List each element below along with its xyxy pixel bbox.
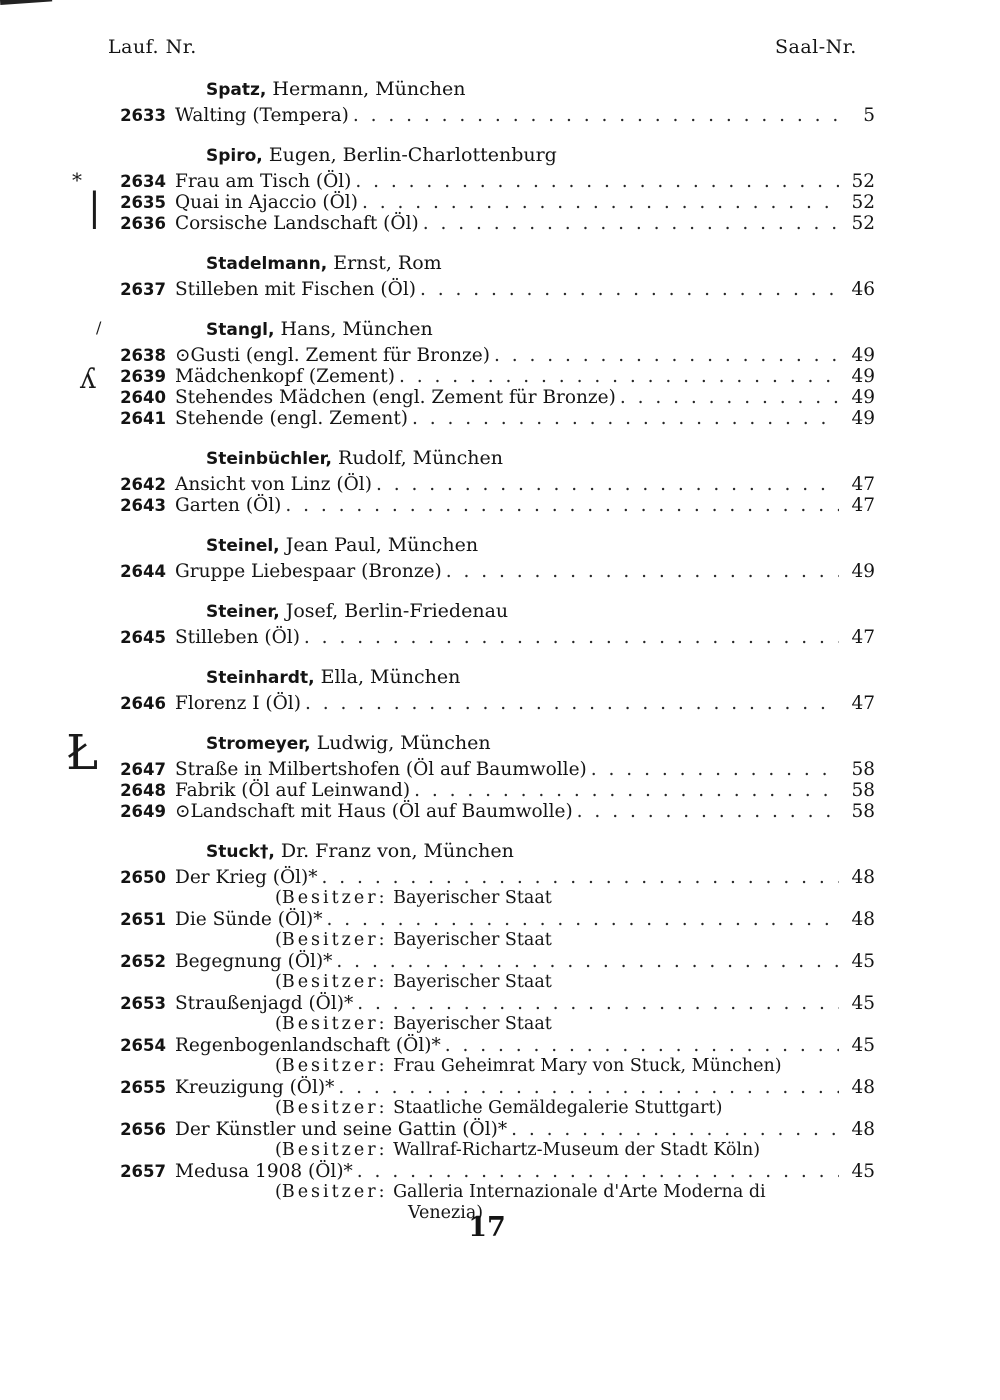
artist-details: Rudolf, München [338,447,503,469]
saal-number: 52 [851,213,875,234]
saal-number: 47 [851,627,875,648]
catalog-entry [100,279,875,300]
entry-number: 2642 [120,475,166,494]
entry-number: 2636 [120,214,166,233]
entry-title: Straße in Milbertshofen (Öl auf Baumwolle) [175,759,587,780]
catalog-entry [100,192,875,213]
entry-title: Frau am Tisch (Öl) [175,171,352,192]
saal-number: 58 [851,759,875,780]
dot-leader [511,1119,839,1140]
artist-heading [206,78,875,101]
owner-line: (Besitzer: Galleria Internazionale d'Arte Moderna di [275,1182,766,1202]
saal-number: 45 [851,1035,875,1056]
entry-number: 2637 [120,280,166,299]
artist-details: Dr. Franz von, München [280,840,514,862]
catalog-entry [100,867,875,888]
dot-leader [423,213,839,234]
header-saal-nr: Saal-Nr. [775,36,857,58]
catalog-entry [100,627,875,648]
catalog-entry [100,993,875,1014]
owner-line: (Besitzer: Frau Geheimrat Mary von Stuck, München) [275,1056,782,1076]
entry-title: Stehende (engl. Zement) [175,408,408,429]
owner-line: (Besitzer: Bayerischer Staat [275,888,552,908]
saal-number: 48 [851,1119,875,1140]
catalog-entry [100,561,875,582]
entry-number: 2655 [120,1078,166,1097]
artist-name: Steinbüchler, [206,449,332,469]
saal-number: 49 [851,408,875,429]
catalog-entry [100,759,875,780]
artist-name: Stadelmann, [206,254,328,274]
owner-line: (Besitzer: Wallraf-Richartz-Museum der Stadt Köln) [275,1140,761,1160]
entry-number: 2649 [120,802,166,821]
saal-number: 52 [851,192,875,213]
entry-title: Regenbogenlandschaft (Öl)* [175,1035,441,1056]
artist-details: Hermann, München [272,78,466,100]
artist-name: Spiro, [206,146,263,166]
entry-title: ⊙Landschaft mit Haus (Öl auf Baumwolle) [175,801,573,822]
entry-number: 2656 [120,1120,166,1139]
catalog-list [100,76,875,1224]
catalog-entry [100,495,875,516]
catalog-entry [100,1161,875,1182]
artist-heading [206,534,875,557]
dot-leader [446,561,839,582]
owner-name: Staatliche Gemäldegalerie Stuttgart) [393,1098,723,1118]
dot-leader [376,474,839,495]
artist-heading [206,732,875,755]
entry-number: 2648 [120,781,166,800]
catalog-entry [100,909,875,930]
catalog-entry [100,1035,875,1056]
pencil-mark-hook: ʎ [80,362,96,395]
entry-number: 2639 [120,367,166,386]
saal-number: 58 [851,801,875,822]
entry-number: 2653 [120,994,166,1013]
artist-heading [206,600,875,623]
entry-title: Quai in Ajaccio (Öl) [175,192,358,213]
owner-label: Besitzer: [281,1182,388,1202]
catalog-entry [100,387,875,408]
saal-number: 47 [851,495,875,516]
dot-leader [445,1035,839,1056]
catalog-entry [100,345,875,366]
artist-heading [206,144,875,167]
owner-name: Bayerischer Staat [393,1014,552,1034]
entry-title: Begegnung (Öl)* [175,951,333,972]
dot-leader [357,993,839,1014]
owner-line: (Besitzer: Staatliche Gemäldegalerie Stuttgart) [275,1098,723,1118]
owner-name: Frau Geheimrat Mary von Stuck, München) [393,1056,782,1076]
entry-number: 2647 [120,760,166,779]
owner-line: (Besitzer: Bayerischer Staat [275,1014,552,1034]
saal-number: 49 [851,387,875,408]
artist-heading [206,252,875,275]
dot-leader [353,105,839,126]
entry-title: Der Krieg (Öl)* [175,867,318,888]
owner-name-continued: Venezia) [408,1203,484,1223]
entry-title: Straußenjagd (Öl)* [175,993,354,1014]
entry-title: Kreuzigung (Öl)* [175,1077,335,1098]
entry-number: 2657 [120,1162,166,1181]
entry-title: Stilleben (Öl) [175,627,300,648]
artist-heading [206,666,875,689]
dot-leader [412,408,839,429]
saal-number: 52 [851,171,875,192]
pencil-mark-bar: | [88,185,101,229]
entry-title: Walting (Tempera) [175,105,349,126]
artist-name: Stromeyer, [206,734,311,754]
dot-leader [577,801,839,822]
pencil-mark-slash: / [96,318,102,337]
owner-line: (Besitzer: Bayerischer Staat [275,972,552,992]
entry-number: 2652 [120,952,166,971]
scan-edge-mark [0,0,52,5]
catalog-entry [100,171,875,192]
saal-number: 49 [851,366,875,387]
entry-title: Fabrik (Öl auf Leinwand) [175,780,411,801]
artist-details: Eugen, Berlin-Charlottenburg [268,144,557,166]
entry-number: 2651 [120,910,166,929]
saal-number: 5 [863,105,875,126]
entry-number: 2645 [120,628,166,647]
artist-name: Steinel, [206,536,280,556]
page-number: 17 [468,1212,506,1243]
entry-title: Medusa 1908 (Öl)* [175,1161,353,1182]
dot-leader [304,627,839,648]
artist-details: Josef, Berlin-Friedenau [285,600,509,622]
saal-number: 48 [851,1077,875,1098]
saal-number: 58 [851,780,875,801]
catalog-entry [100,408,875,429]
artist-name: Steinhardt, [206,668,315,688]
entry-number: 2643 [120,496,166,515]
artist-name: Stangl, [206,320,275,340]
entry-number: 2654 [120,1036,166,1055]
saal-number: 48 [851,867,875,888]
artist-details: Hans, München [280,318,433,340]
artist-heading [206,318,875,341]
artist-heading [206,840,875,863]
entry-number: 2634 [120,172,166,191]
saal-number: 47 [851,474,875,495]
saal-number: 48 [851,909,875,930]
pencil-mark-asterisk: * [72,168,82,192]
artist-details: Ernst, Rom [333,252,442,274]
entry-number: 2638 [120,346,166,365]
entry-title: Der Künstler und seine Gattin (Öl)* [175,1119,508,1140]
dot-leader [494,345,839,366]
artist-details: Jean Paul, München [285,534,479,556]
dot-leader [327,909,839,930]
dot-leader [322,867,839,888]
dot-leader [357,1161,839,1182]
owner-name: Bayerischer Staat [393,972,552,992]
owner-label: Besitzer: [281,1014,388,1034]
entry-number: 2644 [120,562,166,581]
dot-leader [305,693,839,714]
entry-number: 2641 [120,409,166,428]
catalog-entry [100,951,875,972]
owner-name: Bayerischer Staat [393,888,552,908]
catalog-entry [100,105,875,126]
entry-number: 2646 [120,694,166,713]
entry-title: Ansicht von Linz (Öl) [175,474,372,495]
entry-title: Stilleben mit Fischen (Öl) [175,279,416,300]
saal-number: 49 [851,561,875,582]
catalog-entry [100,693,875,714]
entry-number: 2633 [120,106,166,125]
catalog-entry [100,1077,875,1098]
owner-name: Wallraf-Richartz-Museum der Stadt Köln) [393,1140,761,1160]
dot-leader [355,171,839,192]
saal-number: 47 [851,693,875,714]
catalog-entry [100,474,875,495]
entry-title: Corsische Landschaft (Öl) [175,213,419,234]
owner-name: Galleria Internazionale d'Arte Moderna di [393,1182,766,1202]
dot-leader [399,366,839,387]
owner-label: Besitzer: [281,930,388,950]
dot-leader [362,192,839,213]
dot-leader [620,387,839,408]
owner-label: Besitzer: [281,1056,388,1076]
saal-number: 46 [851,279,875,300]
catalog-entry [100,366,875,387]
entry-title: Die Sünde (Öl)* [175,909,323,930]
artist-heading [206,447,875,470]
saal-number: 45 [851,993,875,1014]
artist-name: Spatz, [206,80,267,100]
artist-details: Ella, München [320,666,461,688]
catalog-entry [100,1119,875,1140]
entry-title: Florenz I (Öl) [175,693,301,714]
pencil-mark-scribble: Ł [66,725,99,781]
entry-title: Stehendes Mädchen (engl. Zement für Bronze) [175,387,616,408]
entry-number: 2635 [120,193,166,212]
artist-details: Ludwig, München [316,732,491,754]
saal-number: 49 [851,345,875,366]
dot-leader [338,1077,839,1098]
header-lauf-nr: Lauf. Nr. [108,36,197,58]
entry-title: Garten (Öl) [175,495,282,516]
dot-leader [414,780,839,801]
owner-label: Besitzer: [281,1140,388,1160]
owner-label: Besitzer: [281,972,388,992]
owner-label: Besitzer: [281,1098,388,1118]
entry-number: 2640 [120,388,166,407]
entry-number: 2650 [120,868,166,887]
dot-leader [420,279,839,300]
catalog-entry [100,213,875,234]
catalog-entry [100,780,875,801]
dot-leader [336,951,839,972]
owner-line: (Besitzer: Bayerischer Staat [275,930,552,950]
entry-title: ⊙Gusti (engl. Zement für Bronze) [175,345,490,366]
artist-name: Steiner, [206,602,280,622]
dot-leader [285,495,839,516]
catalog-entry [100,801,875,822]
owner-label: Besitzer: [281,888,388,908]
entry-title: Gruppe Liebespaar (Bronze) [175,561,442,582]
saal-number: 45 [851,951,875,972]
entry-title: Mädchenkopf (Zement) [175,366,395,387]
owner-name: Bayerischer Staat [393,930,552,950]
saal-number: 45 [851,1161,875,1182]
artist-name: Stuck†, [206,842,275,862]
dot-leader [591,759,839,780]
